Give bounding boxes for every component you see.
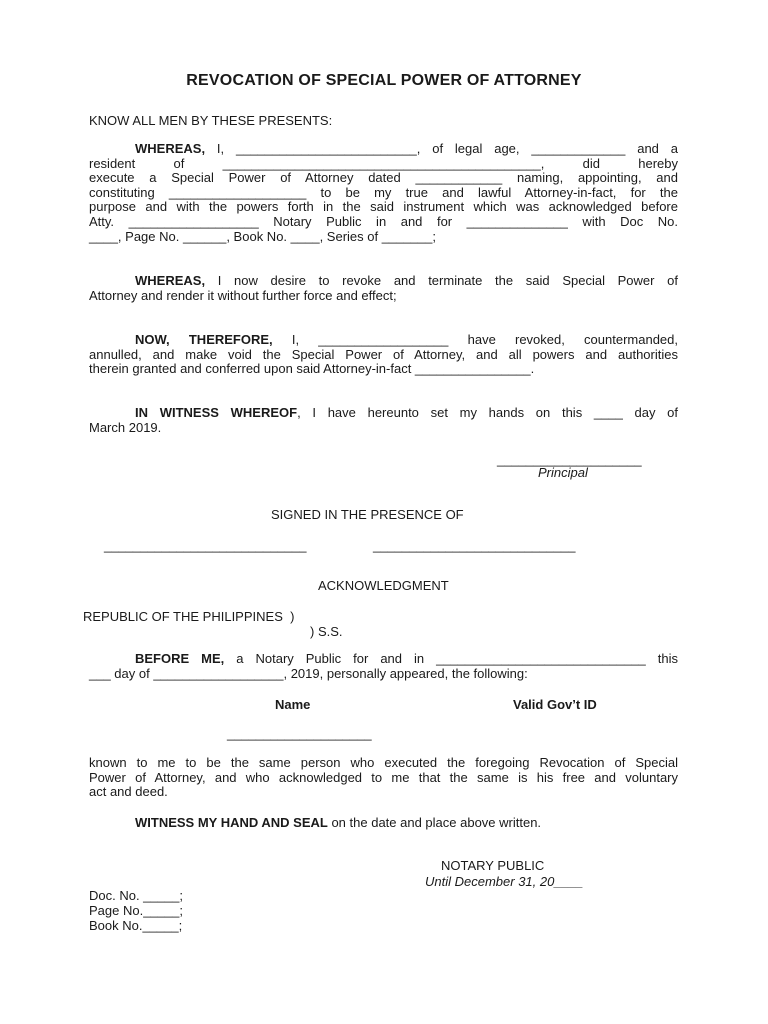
p7-rest: on the date and place above written. [327,815,542,830]
p6-line-2: Power of Attorney, and who acknowledged to me that the same is his free and voluntary [89,769,678,785]
p5-l1: a Notary Public for and in _____________________________ this [224,651,678,666]
p4-line-1 [89,406,678,421]
p4-l1: , I have hereunto set my hands on this ____ day of [297,405,679,420]
document-title: REVOCATION OF SPECIAL POWER OF ATTORNEY [186,72,582,89]
column-name-header: Name [275,697,311,712]
paragraph-now-therefore [89,333,678,377]
p1-line-1 [89,142,678,157]
acknowledgment-heading: ACKNOWLEDGMENT [318,578,449,593]
p1-line-2: resident of ____________________________________________, did hereby [89,155,678,171]
witness-line-2: ____________________________ [373,538,576,553]
p1-lead: WHEREAS, [135,141,206,156]
venue-line-1: REPUBLIC OF THE PHILIPPINES ) [83,609,295,624]
paragraph-whereas-1 [89,142,678,244]
p3-line-3: therein granted and conferred upon said Attorney-in-fact ________________. [89,361,535,377]
p3-line-2: annulled, and make void the Special Power of Attorney, and all powers and authorities [89,346,678,362]
principal-signature-line: ____________________ [497,452,642,467]
principal-label: Principal [538,465,588,480]
p3-l1: I, __________________ have revoked, countermanded, [272,332,678,347]
paragraph-known-to-me [89,756,678,800]
paragraph-before-me [89,652,678,681]
notary-public-label: NOTARY PUBLIC [441,858,545,873]
p1-line-7: ____, Page No. ______, Book No. ____, Series of _______; [89,228,436,244]
p4-lead: IN WITNESS WHEREOF [135,405,298,420]
p1-l1: I, _________________________, of legal age, _____________ and a [205,141,678,156]
p1-line-6: Atty. __________________ Notary Public in and for ______________ with Doc No. [89,213,678,229]
p1-line-4: constituting ___________________ to be my true and lawful Attorney-in-fact, for the [89,184,678,200]
p5-lead: BEFORE ME, [135,651,225,666]
appearer-name-line: ____________________ [227,726,372,741]
p6-line-1: known to me to be the same person who executed the foregoing Revocation of Special [89,755,678,770]
p4-line-2: March 2019. [89,419,162,435]
p1-line-5: purpose and with the powers forth in the said instrument which was acknowledged before [89,199,678,215]
p7-lead: WITNESS MY HAND AND SEAL [135,815,328,830]
p6-line-3: act and deed. [89,784,168,800]
column-id-header: Valid Gov’t ID [513,697,597,712]
intro-text: KNOW ALL MEN BY THESE PRESENTS: [89,113,333,128]
book-no-line: Book No._____; [89,918,183,933]
p3-line-1 [89,333,678,348]
venue-line-2: ) S.S. [310,624,343,639]
p5-line-2: ___ day of __________________, 2019, personally appeared, the following: [89,665,528,681]
p1-line-3: execute a Special Power of Attorney dated ____________ naming, appointing, and [89,170,678,186]
p5-line-1 [89,652,678,667]
p2-lead: WHEREAS, [135,273,206,288]
p2-l1: I now desire to revoke and terminate the said Special Power of [205,273,678,288]
paragraph-witness-seal [135,815,541,830]
p2-line-1 [89,274,678,289]
witness-line-1: ____________________________ [104,538,307,553]
signed-presence-heading: SIGNED IN THE PRESENCE OF [271,507,464,522]
paragraph-whereas-2 [89,274,678,303]
doc-no-line: Doc. No. _____; [89,888,183,903]
p2-line-2: Attorney and render it without further force and effect; [89,287,397,303]
paragraph-in-witness [89,406,678,435]
page-no-line: Page No._____; [89,903,183,918]
p3-lead: NOW, THEREFORE, [135,332,273,347]
notary-commission-until: Until December 31, 20____ [425,874,584,889]
